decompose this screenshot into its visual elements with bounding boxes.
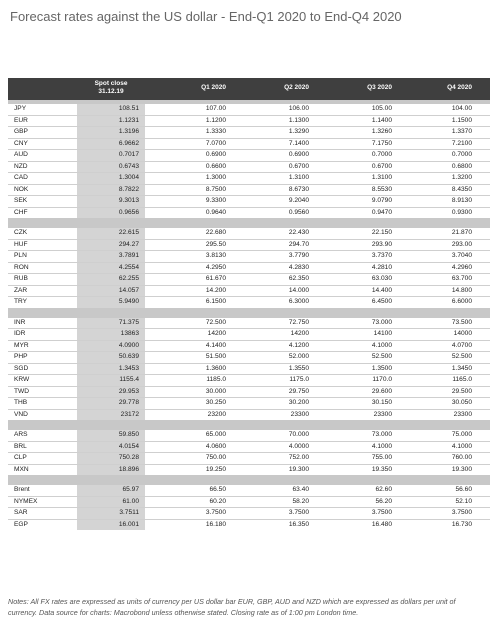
q2-value: 752.00 xyxy=(288,454,309,461)
q1-value: 1.3600 xyxy=(205,364,226,372)
q4-value: 4.2960 xyxy=(451,263,472,271)
spot-value: 14.057 xyxy=(118,286,139,294)
q3-value: 0.6700 xyxy=(371,162,392,170)
spot-value: 65.97 xyxy=(122,486,139,493)
q1-value: 16.180 xyxy=(205,520,226,528)
spot-value: 4.0154 xyxy=(118,442,139,450)
currency-code: TWD xyxy=(14,387,30,395)
q4-value: 0.6800 xyxy=(451,162,472,170)
notes: Notes: All FX rates are expressed as units of currency per US dollar bar EUR, GBP, AUD and NZD which are expressed as dollars per unit of currency. Data source for charts: Macrobond unless otherwise stated. Closing rate as of 1:00 pm London time. xyxy=(8,597,456,617)
q3-value: 22.150 xyxy=(371,229,392,236)
q2-value: 1.3100 xyxy=(288,174,309,181)
q2-value: 63.40 xyxy=(292,486,309,493)
q1-value: 1.3330 xyxy=(205,128,226,135)
q3-value: 16.480 xyxy=(371,520,392,528)
spot-value: 0.6743 xyxy=(118,162,139,170)
q4-value: 63.700 xyxy=(451,275,472,282)
table-row xyxy=(8,208,490,219)
q2-value: 3.7500 xyxy=(288,509,309,516)
currency-code: MYR xyxy=(14,341,29,349)
spot-value: 1.3196 xyxy=(118,128,139,135)
q2-value: 4.1200 xyxy=(288,341,309,349)
currency-code: ZAR xyxy=(14,286,28,294)
q2-value: 0.9560 xyxy=(288,208,309,216)
spot-value: 1.1231 xyxy=(118,116,139,124)
q2-value: 294.70 xyxy=(288,240,309,248)
q1-value: 9.3300 xyxy=(205,197,226,204)
table-row xyxy=(8,127,490,139)
spot-value: 8.7822 xyxy=(118,185,139,193)
table-row xyxy=(8,139,490,151)
q4-value: 21.870 xyxy=(451,229,472,236)
q3-value: 30.150 xyxy=(371,399,392,406)
q2-value: 19.300 xyxy=(288,465,309,473)
q4-value: 1165.0 xyxy=(452,376,472,383)
q4-value: 1.3370 xyxy=(451,128,472,135)
q4-value: 0.7000 xyxy=(451,151,472,158)
q1-value: 4.2950 xyxy=(205,263,226,271)
q4-value: 19.300 xyxy=(451,465,472,473)
group-separator xyxy=(8,218,490,228)
forecast-table xyxy=(8,78,490,530)
q2-value: 30.200 xyxy=(288,399,309,406)
q4-value: 1.3200 xyxy=(451,174,472,181)
currency-code: RON xyxy=(14,263,29,271)
q1-value: 61.670 xyxy=(205,275,226,282)
q3-value: 3.7370 xyxy=(371,252,392,259)
q2-value: 4.2830 xyxy=(288,263,309,271)
table-row xyxy=(8,196,490,208)
currency-code: NOK xyxy=(14,185,29,193)
group-separator xyxy=(8,308,490,318)
currency-code: EUR xyxy=(14,116,28,124)
spot-value: 61.00 xyxy=(122,497,139,505)
currency-code: KRW xyxy=(14,376,30,383)
table-row xyxy=(8,162,490,174)
q3-value: 23300 xyxy=(373,410,392,418)
header-spot-label: Spot close xyxy=(94,80,128,87)
table-row xyxy=(8,375,490,387)
header-q1: Q1 2020 xyxy=(201,84,226,91)
q2-value: 72.750 xyxy=(288,318,309,326)
q4-value: 6.6000 xyxy=(451,298,472,305)
currency-code: NYMEX xyxy=(14,497,38,505)
q1-value: 72.500 xyxy=(205,318,226,326)
q2-value: 29.750 xyxy=(288,387,309,395)
q1-value: 66.50 xyxy=(209,486,226,493)
table-row xyxy=(8,228,490,240)
currency-code: CHF xyxy=(14,208,28,216)
q4-value: 30.050 xyxy=(451,399,472,406)
q2-value: 16.350 xyxy=(288,520,309,528)
spot-value: 0.9656 xyxy=(118,208,139,216)
spot-value: 5.9490 xyxy=(118,298,139,305)
q2-value: 1175.0 xyxy=(289,376,309,383)
currency-code: CLP xyxy=(14,454,27,461)
q3-value: 1170.0 xyxy=(372,376,392,383)
currency-code: ARS xyxy=(14,431,28,438)
currency-code: GBP xyxy=(14,128,28,135)
q3-value: 1.3500 xyxy=(371,364,392,372)
q4-value: 7.2100 xyxy=(451,139,472,147)
currency-code: EGP xyxy=(14,520,28,528)
q3-value: 14.400 xyxy=(371,286,392,294)
q2-value: 23300 xyxy=(290,410,309,418)
q1-value: 65.000 xyxy=(205,431,226,438)
table-row xyxy=(8,240,490,252)
currency-code: HUF xyxy=(14,240,28,248)
q2-value: 22.430 xyxy=(288,229,309,236)
table-row xyxy=(8,286,490,298)
q2-value: 62.350 xyxy=(288,275,309,282)
q1-value: 22.680 xyxy=(205,229,226,236)
q1-value: 1.3000 xyxy=(205,174,226,181)
q2-value: 52.000 xyxy=(288,353,309,360)
table-row xyxy=(8,104,490,116)
q4-value: 4.1000 xyxy=(451,442,472,450)
q3-value: 14100 xyxy=(373,330,392,337)
q2-value: 70.000 xyxy=(288,431,309,438)
spot-value: 1.3453 xyxy=(118,364,139,372)
q1-value: 3.8130 xyxy=(205,252,226,259)
q4-value: 52.500 xyxy=(451,353,472,360)
q4-value: 23300 xyxy=(453,410,472,418)
table-row xyxy=(8,251,490,263)
q1-value: 4.1400 xyxy=(205,341,226,349)
currency-code: CZK xyxy=(14,229,28,236)
table-row xyxy=(8,442,490,454)
q1-value: 750.00 xyxy=(205,454,226,461)
q1-value: 6.1500 xyxy=(205,298,226,305)
q1-value: 0.6600 xyxy=(205,162,226,170)
q1-value: 295.50 xyxy=(205,240,226,248)
table-row xyxy=(8,329,490,341)
spot-value: 3.7891 xyxy=(118,252,139,259)
q1-value: 0.9640 xyxy=(205,208,226,216)
q3-value: 52.500 xyxy=(371,353,392,360)
currency-code: PLN xyxy=(14,252,27,259)
currency-code: CAD xyxy=(14,174,28,181)
spot-value: 9.3013 xyxy=(118,197,139,204)
q2-value: 0.6900 xyxy=(288,151,309,158)
q3-value: 1.3260 xyxy=(371,128,392,135)
q2-value: 14.000 xyxy=(288,286,309,294)
table-row xyxy=(8,318,490,330)
table-row xyxy=(8,430,490,442)
q1-value: 1.1200 xyxy=(205,116,226,124)
q3-value: 9.0790 xyxy=(371,197,392,204)
spot-value: 3.7511 xyxy=(119,509,139,516)
table-row xyxy=(8,150,490,162)
currency-code: PHP xyxy=(14,353,28,360)
q4-value: 14.800 xyxy=(451,286,472,294)
table-row xyxy=(8,453,490,465)
q3-value: 4.2810 xyxy=(371,263,392,271)
q3-value: 4.1000 xyxy=(371,442,392,450)
q1-value: 14.200 xyxy=(205,286,226,294)
table-row xyxy=(8,508,490,520)
currency-code: THB xyxy=(14,399,28,406)
q2-value: 106.00 xyxy=(288,105,309,112)
q3-value: 73.000 xyxy=(371,431,392,438)
table-row xyxy=(8,274,490,286)
q1-value: 4.0600 xyxy=(205,442,226,450)
q1-value: 14200 xyxy=(207,330,226,337)
q4-value: 3.7500 xyxy=(451,509,472,516)
q3-value: 0.7000 xyxy=(371,151,392,158)
q3-value: 0.9470 xyxy=(371,208,392,216)
spot-value: 108.51 xyxy=(118,105,139,112)
q3-value: 6.4500 xyxy=(371,298,392,305)
currency-code: IDR xyxy=(14,330,26,337)
spot-value: 16.001 xyxy=(118,520,139,528)
table-row xyxy=(8,116,490,128)
spot-value: 59.850 xyxy=(118,431,139,438)
spot-value: 13863 xyxy=(120,330,139,337)
table-row xyxy=(8,297,490,308)
q3-value: 63.030 xyxy=(371,275,392,282)
table-row xyxy=(8,263,490,275)
q3-value: 73.000 xyxy=(371,318,392,326)
q3-value: 62.60 xyxy=(375,486,392,493)
spot-value: 23172 xyxy=(120,410,139,418)
currency-code: Brent xyxy=(14,486,30,493)
table-row xyxy=(8,341,490,353)
q1-value: 3.7500 xyxy=(205,509,226,516)
q1-value: 51.500 xyxy=(205,353,226,360)
q2-value: 1.3290 xyxy=(288,128,309,135)
spot-value: 4.2554 xyxy=(118,263,139,271)
currency-code: SAR xyxy=(14,509,28,516)
currency-code: AUD xyxy=(14,151,28,158)
currency-code: SGD xyxy=(14,364,29,372)
q3-value: 1.1400 xyxy=(371,116,392,124)
spot-value: 4.0900 xyxy=(118,341,139,349)
q3-value: 8.5530 xyxy=(371,185,392,193)
currency-code: NZD xyxy=(14,162,28,170)
spot-value: 1.3004 xyxy=(118,174,139,181)
q4-value: 14000 xyxy=(453,330,472,337)
q2-value: 4.0000 xyxy=(288,442,309,450)
table-row xyxy=(8,520,490,531)
q3-value: 7.1750 xyxy=(371,139,392,147)
spot-value: 29.778 xyxy=(118,399,139,406)
q4-value: 73.500 xyxy=(451,318,472,326)
q2-value: 1.1300 xyxy=(288,116,309,124)
q2-value: 9.2040 xyxy=(288,197,309,204)
spot-value: 62.255 xyxy=(118,275,139,282)
q1-value: 8.7500 xyxy=(205,185,226,193)
q3-value: 1.3100 xyxy=(371,174,392,181)
table-row xyxy=(8,398,490,410)
q4-value: 1.1500 xyxy=(451,116,472,124)
q3-value: 29.600 xyxy=(371,387,392,395)
currency-code: CNY xyxy=(14,139,28,147)
currency-code: MXN xyxy=(14,465,29,473)
q2-value: 7.1400 xyxy=(288,139,309,147)
q1-value: 30.250 xyxy=(205,399,226,406)
q4-value: 52.10 xyxy=(455,497,472,505)
header-q3: Q3 2020 xyxy=(367,84,392,91)
table-row xyxy=(8,387,490,399)
group-separator xyxy=(8,420,490,430)
q4-value: 760.00 xyxy=(451,454,472,461)
q3-value: 3.7500 xyxy=(371,509,392,516)
q3-value: 19.350 xyxy=(371,465,392,473)
table-body xyxy=(8,100,490,530)
q1-value: 23200 xyxy=(207,410,226,418)
spot-value: 750.28 xyxy=(118,454,139,461)
q4-value: 104.00 xyxy=(451,105,472,112)
table-row xyxy=(8,465,490,476)
spot-value: 6.9662 xyxy=(118,139,139,147)
q2-value: 8.6730 xyxy=(288,185,309,193)
q2-value: 6.3000 xyxy=(288,298,309,305)
q2-value: 14200 xyxy=(290,330,309,337)
q3-value: 755.00 xyxy=(371,454,392,461)
spot-value: 50.639 xyxy=(118,353,139,360)
spot-value: 29.953 xyxy=(118,387,139,395)
spot-value: 294.27 xyxy=(118,240,139,248)
q1-value: 19.250 xyxy=(205,465,226,473)
q4-value: 8.9130 xyxy=(451,197,472,204)
q4-value: 16.730 xyxy=(451,520,472,528)
q4-value: 4.0700 xyxy=(451,341,472,349)
currency-code: SEK xyxy=(14,197,28,204)
q3-value: 56.20 xyxy=(375,497,392,505)
header-q4: Q4 2020 xyxy=(447,84,472,91)
q2-value: 1.3550 xyxy=(288,364,309,372)
header-spot-close xyxy=(77,80,145,96)
q4-value: 1.3450 xyxy=(451,364,472,372)
spot-value: 22.615 xyxy=(118,229,139,236)
table-row xyxy=(8,497,490,509)
spot-value: 71.375 xyxy=(118,318,139,326)
table-row xyxy=(8,352,490,364)
table-row xyxy=(8,364,490,376)
q2-value: 3.7790 xyxy=(288,252,309,259)
q1-value: 7.0700 xyxy=(205,139,226,147)
table-row xyxy=(8,185,490,197)
table-row xyxy=(8,410,490,421)
q4-value: 56.60 xyxy=(455,486,472,493)
q4-value: 75.000 xyxy=(451,431,472,438)
currency-code: VND xyxy=(14,410,28,418)
header-spot-date: 31.12.19 xyxy=(98,88,124,95)
spot-value: 18.896 xyxy=(118,465,139,473)
q1-value: 107.00 xyxy=(205,105,226,112)
q3-value: 105.00 xyxy=(371,105,392,112)
q4-value: 8.4350 xyxy=(451,185,472,193)
q1-value: 0.6900 xyxy=(205,151,226,158)
q4-value: 0.9300 xyxy=(451,208,472,216)
q2-value: 0.6700 xyxy=(288,162,309,170)
q3-value: 293.90 xyxy=(371,240,392,248)
group-separator xyxy=(8,475,490,485)
page-title: Forecast rates against the US dollar - End-Q1 2020 to End-Q4 2020 xyxy=(10,9,402,24)
q1-value: 60.20 xyxy=(209,497,226,505)
q4-value: 3.7040 xyxy=(451,252,472,259)
table-row xyxy=(8,173,490,185)
header-q2: Q2 2020 xyxy=(284,84,309,91)
q1-value: 30.000 xyxy=(205,387,226,395)
q4-value: 29.500 xyxy=(451,387,472,395)
q1-value: 1185.0 xyxy=(206,376,226,383)
currency-code: INR xyxy=(14,318,26,326)
spot-value: 1155.4 xyxy=(119,376,139,383)
q2-value: 58.20 xyxy=(292,497,309,505)
currency-code: RUB xyxy=(14,275,28,282)
currency-code: JPY xyxy=(14,105,27,112)
spot-value: 0.7017 xyxy=(118,151,139,158)
currency-code: BRL xyxy=(14,442,27,450)
q3-value: 4.1000 xyxy=(371,341,392,349)
currency-code: TRY xyxy=(14,298,28,305)
table-row xyxy=(8,485,490,497)
q4-value: 293.00 xyxy=(451,240,472,248)
table-header xyxy=(8,78,490,100)
